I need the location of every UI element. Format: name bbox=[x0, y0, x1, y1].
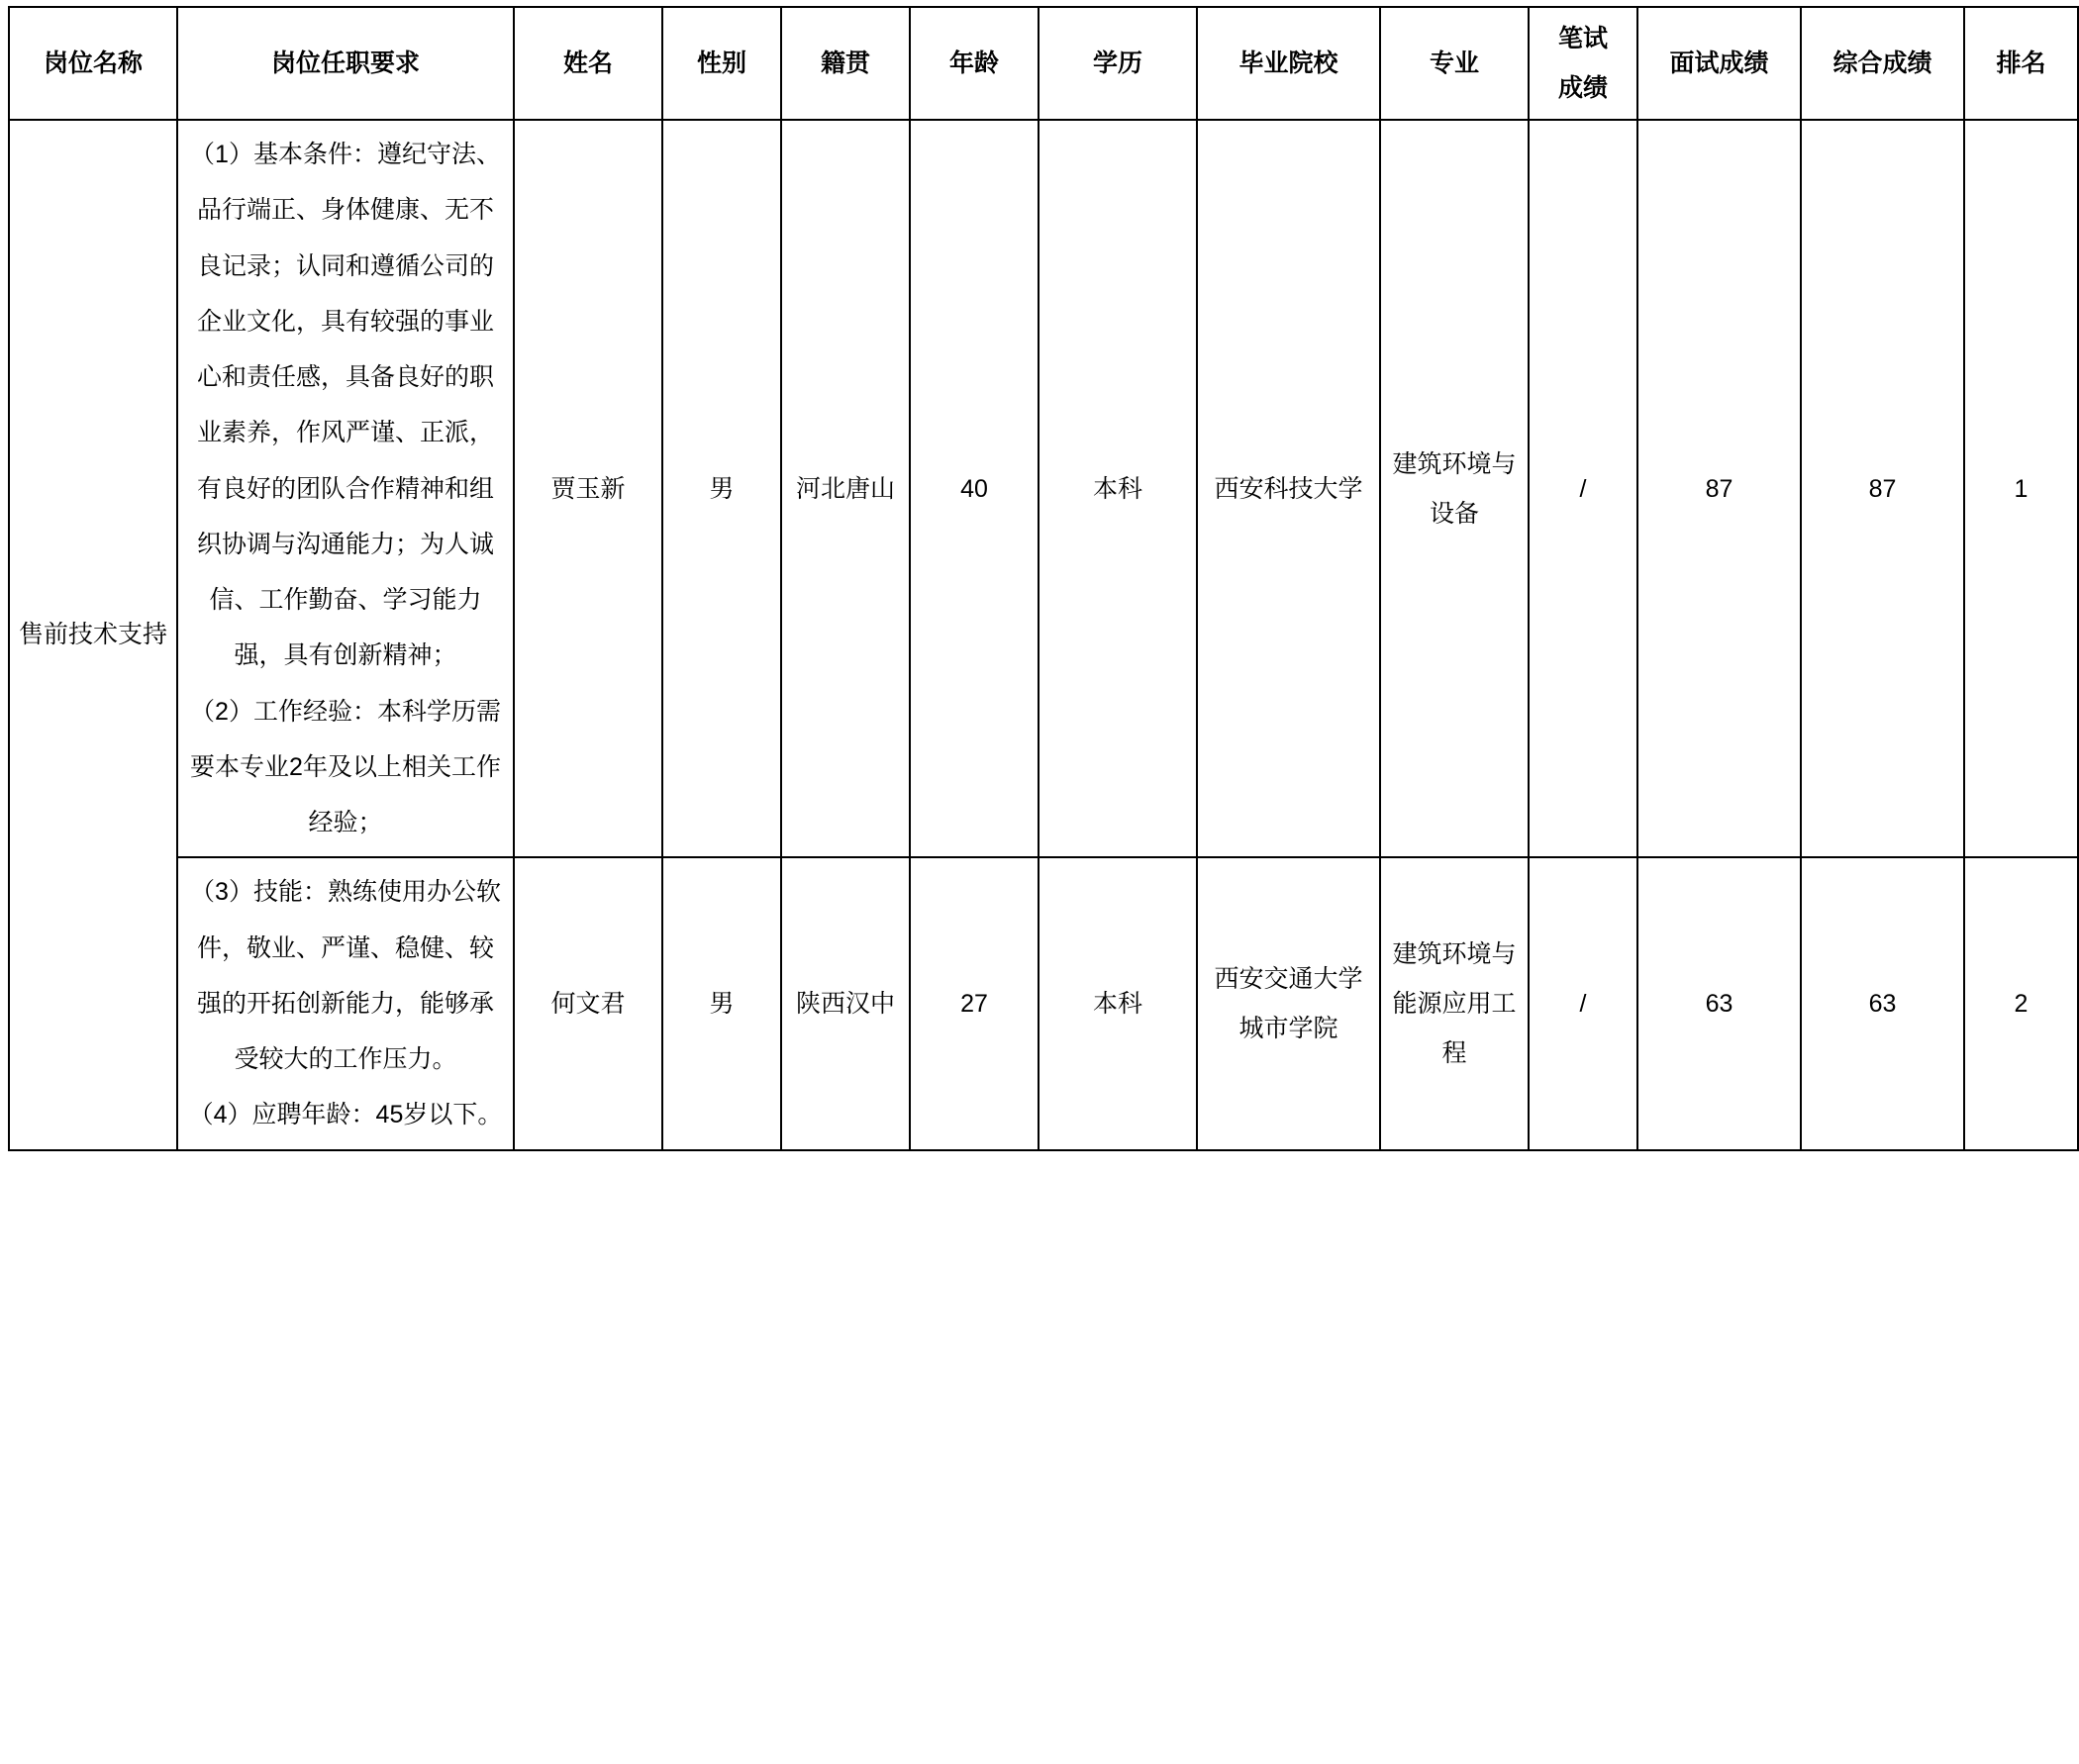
cell-major: 建筑环境与能源应用工程 bbox=[1380, 857, 1529, 1149]
column-header-rank: 排名 bbox=[1964, 7, 2078, 120]
cell-written-score: / bbox=[1529, 857, 1637, 1149]
column-header-name: 姓名 bbox=[514, 7, 662, 120]
requirement-item-2: （2）工作经验：本科学历需要本专业2年及以上相关工作经验； bbox=[190, 697, 501, 836]
column-header-major: 专业 bbox=[1380, 7, 1529, 120]
cell-post-name: 售前技术支持 bbox=[9, 120, 177, 1150]
candidate-results-table bbox=[8, 6, 2079, 1151]
column-header-native-place: 籍贯 bbox=[781, 7, 910, 120]
table-header-row bbox=[9, 7, 2078, 120]
written-score-label-line1: 笔试 bbox=[1557, 25, 1608, 52]
requirement-item-4: （4）应聘年龄：45岁以下。 bbox=[188, 1101, 503, 1129]
cell-total-score: 63 bbox=[1801, 857, 1964, 1149]
cell-rank: 2 bbox=[1964, 857, 2078, 1149]
cell-education: 本科 bbox=[1039, 857, 1197, 1149]
cell-requirements-top bbox=[177, 120, 514, 857]
column-header-written-score bbox=[1529, 7, 1637, 120]
column-header-school: 毕业院校 bbox=[1197, 7, 1380, 120]
cell-interview-score: 63 bbox=[1637, 857, 1801, 1149]
cell-name: 贾玉新 bbox=[514, 120, 662, 857]
column-header-total-score: 综合成绩 bbox=[1801, 7, 1964, 120]
cell-native-place: 陕西汉中 bbox=[781, 857, 910, 1149]
cell-major: 建筑环境与设备 bbox=[1380, 120, 1529, 857]
column-header-age: 年龄 bbox=[910, 7, 1039, 120]
written-score-label-line2: 成绩 bbox=[1557, 74, 1608, 102]
table-row bbox=[9, 120, 2078, 857]
cell-school: 西安科技大学 bbox=[1197, 120, 1380, 857]
requirement-item-3: （3）技能：熟练使用办公软件，敬业、严谨、稳健、较强的开拓创新能力，能够承受较大的工作压力。 bbox=[190, 878, 501, 1073]
cell-total-score: 87 bbox=[1801, 120, 1964, 857]
cell-gender: 男 bbox=[662, 120, 781, 857]
column-header-education: 学历 bbox=[1039, 7, 1197, 120]
cell-age: 27 bbox=[910, 857, 1039, 1149]
cell-school: 西安交通大学城市学院 bbox=[1197, 857, 1380, 1149]
requirement-item-1: （1）基本条件：遵纪守法、品行端正、身体健康、无不良记录；认同和遵循公司的企业文化，具有较强的事业心和责任感，具备良好的职业素养，作风严谨、正派，有良好的团队合作精神和组织协调与沟通能力；为人诚信、工作勤奋、学习能力强，具有创新精神； bbox=[190, 141, 501, 670]
cell-rank: 1 bbox=[1964, 120, 2078, 857]
table-body bbox=[9, 120, 2078, 1150]
table-row bbox=[9, 857, 2078, 1149]
cell-name: 何文君 bbox=[514, 857, 662, 1149]
column-header-interview-score: 面试成绩 bbox=[1637, 7, 1801, 120]
cell-education: 本科 bbox=[1039, 120, 1197, 857]
cell-gender: 男 bbox=[662, 857, 781, 1149]
cell-requirements-bottom bbox=[177, 857, 514, 1149]
cell-age: 40 bbox=[910, 120, 1039, 857]
cell-native-place: 河北唐山 bbox=[781, 120, 910, 857]
column-header-post-name: 岗位名称 bbox=[9, 7, 177, 120]
cell-interview-score: 87 bbox=[1637, 120, 1801, 857]
column-header-gender: 性别 bbox=[662, 7, 781, 120]
cell-written-score: / bbox=[1529, 120, 1637, 857]
column-header-requirements: 岗位任职要求 bbox=[177, 7, 514, 120]
table-header bbox=[9, 7, 2078, 120]
